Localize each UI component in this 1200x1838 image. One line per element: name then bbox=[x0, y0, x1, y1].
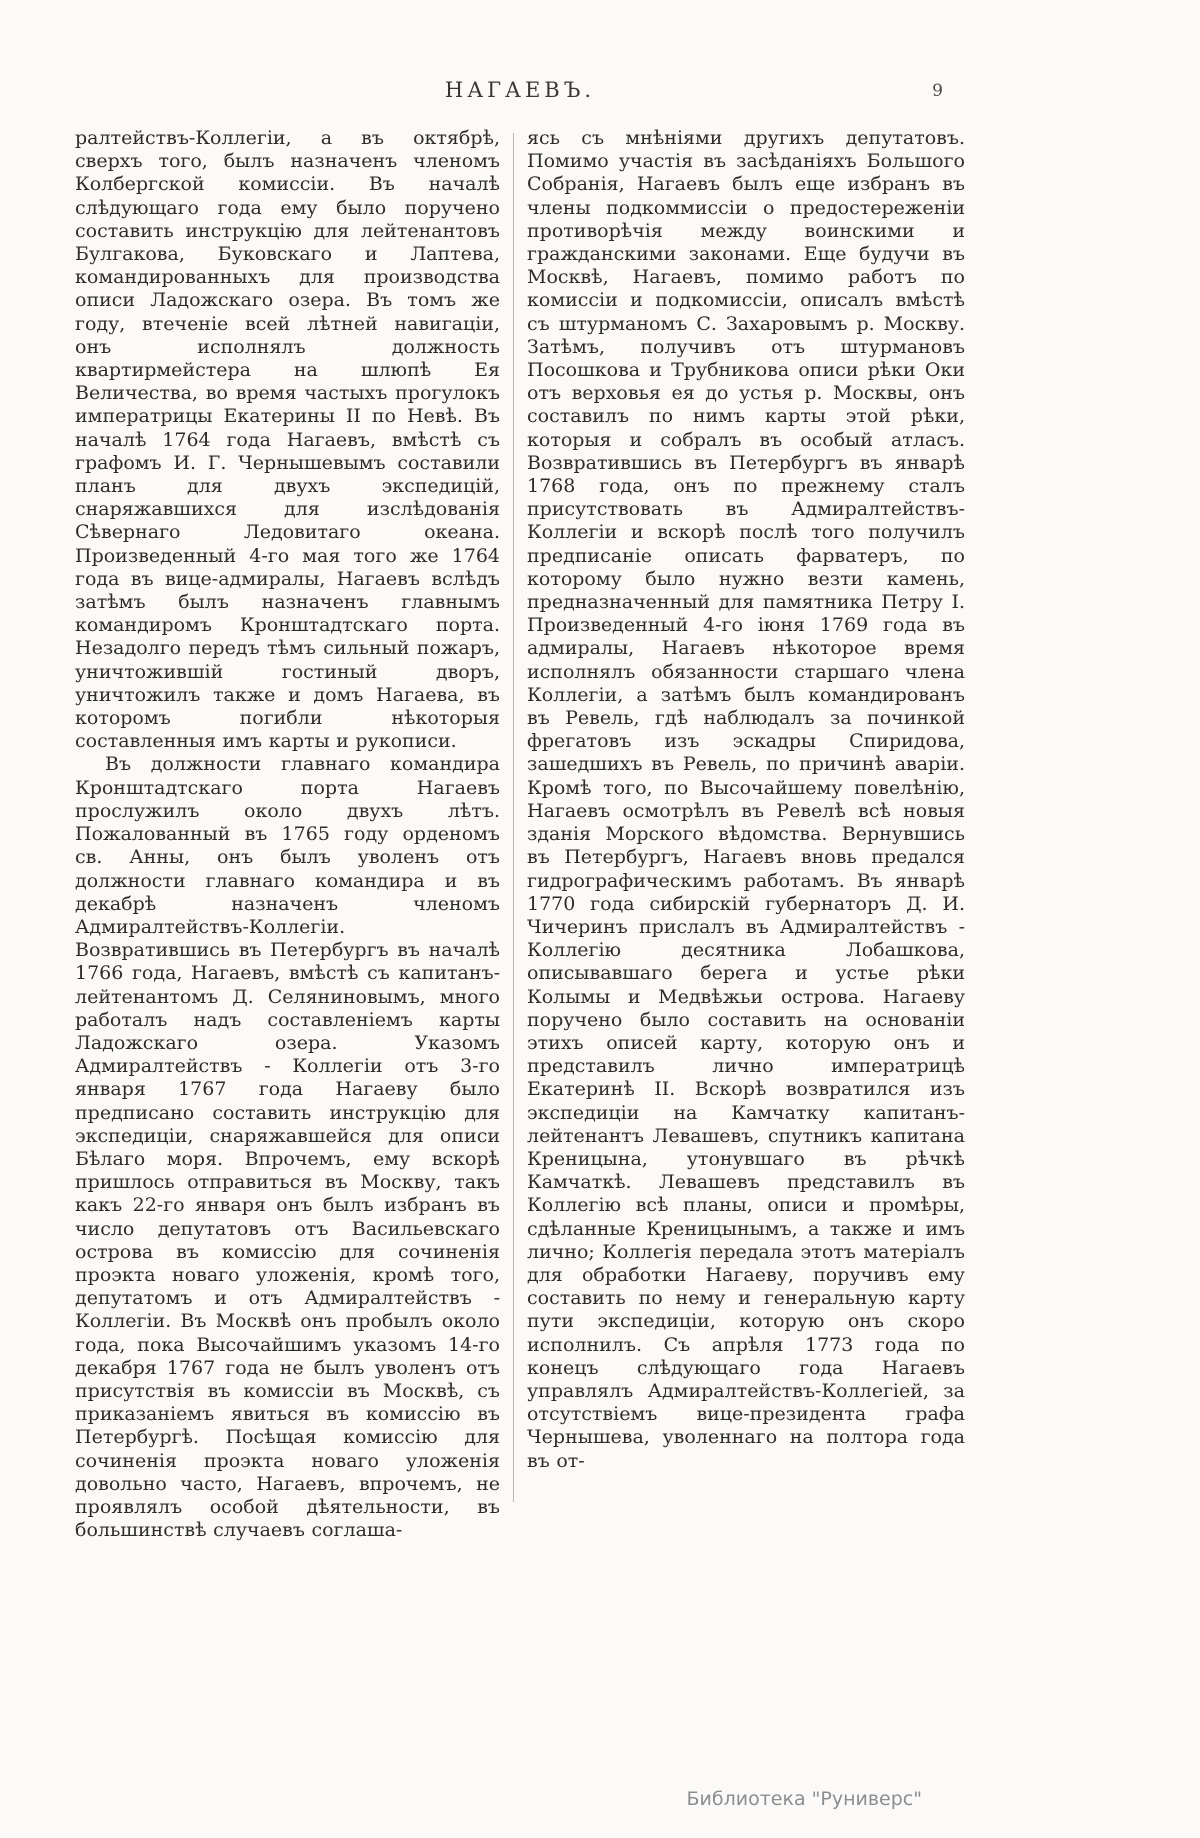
library-watermark: Библиотека "Руниверс" bbox=[686, 1788, 922, 1810]
paragraph-continuation: ралтействъ-Коллегіи, а въ октябрѣ, сверхъ того, былъ назначенъ членомъ Колбергской комиссіи. Въ началѣ слѣдующаго года ему было поручено составить инструкцію для лейтенантовъ Булгакова, Буковскаго и Лаптева, командированныхъ для производства описи Ладожскаго озера. Въ томъ же году, втеченіе всей лѣтней навигаціи, онъ исполнялъ должность квартирмейстера на шлюпѣ Ея Величества, во время частыхъ прогулокъ императрицы Екатерины II по Невѣ. Въ началѣ 1764 года Нагаевъ, вмѣстѣ съ графомъ И. Г. Чернышевымъ составили планъ для двухъ экспедицій, снаряжавшихся для изслѣдованія Сѣвернаго Ледовитаго океана. Произведенный 4-го мая того же 1764 года въ вице-адмиралы, Нагаевъ вслѣдъ затѣмъ былъ назначенъ главнымъ командиромъ Кронштадтскаго порта. Незадолго передъ тѣмъ сильный пожаръ, уничтожившій гостиный дворъ, уничтожилъ также и домъ Нагаева, въ которомъ погибли нѣкоторыя составленныя имъ карты и рукописи. bbox=[75, 127, 500, 753]
page-header bbox=[75, 78, 965, 108]
page-footer bbox=[687, 1788, 922, 1810]
right-column bbox=[514, 127, 965, 1542]
page-number: 9 bbox=[932, 81, 943, 101]
left-column bbox=[75, 127, 513, 1542]
paragraph: Въ должности главнаго командира Кронштадтскаго порта Нагаевъ прослужилъ около двухъ лѣтъ. Пожалованный въ 1765 году орденомъ св. Анны, онъ былъ уволенъ отъ должности главнаго командира и въ декабрѣ назначенъ членомъ Адмиралтействъ-Коллегіи. Возвратившись въ Петербургъ въ началѣ 1766 года, Нагаевъ, вмѣстѣ съ капитанъ-лейтенантомъ Д. Селяниновымъ, много работалъ надъ составленіемъ карты Ладожскаго озера. Указомъ Адмиралтействъ - Коллегіи отъ 3-го января 1767 года Нагаеву было предписано составить инструкцію для экспедиціи, снаряжавшейся для описи Бѣлаго моря. Впрочемъ, ему вскорѣ пришлось отправиться въ Москву, такъ какъ 22-го января онъ былъ избранъ въ число депутатовъ отъ Васильевскаго острова въ комиссію для сочиненія проэкта новаго уложенія, кромѣ того, депутатомъ и отъ Адмиралтействъ - Коллегіи. Въ Москвѣ онъ пробылъ около года, пока Высочайшимъ указомъ 14-го декабря 1767 года не былъ уволенъ отъ присутствія въ комиссіи въ Москвѣ, съ приказаніемъ явиться въ комиссію въ Петербургѣ. Посѣщая комиссію для сочиненія проэкта новаго уложенія довольно часто, Нагаевъ, впрочемъ, не проявлялъ особой дѣятельности, въ большинствѣ случаевъ соглаша- bbox=[75, 753, 500, 1542]
running-title: НАГАЕВЪ. bbox=[444, 78, 596, 102]
paragraph-continuation: ясь съ мнѣніями другихъ депутатовъ. Помимо участія въ засѣданіяхъ Большого Собранія, Нагаевъ былъ еще избранъ въ члены подкоммиссіи о предостереженіи противорѣчія между воинскими и гражданскими законами. Еще будучи въ Москвѣ, Нагаевъ, помимо работъ по комиссіи и подкомиссіи, описалъ вмѣстѣ съ штурманомъ С. Захаровымъ р. Москву. Затѣмъ, получивъ отъ штурмановъ Посошкова и Трубникова описи рѣки Оки отъ верховья ея до устья р. Москвы, онъ составилъ по нимъ карты этой рѣки, которыя и собралъ въ особый атласъ. Возвратившись въ Петербургъ въ январѣ 1768 года, онъ по прежнему сталъ присутствовать въ Адмиралтействъ-Коллегіи и вскорѣ послѣ того получилъ предписаніе описать фарватеръ, по которому было нужно везти камень, предназначенный для памятника Петру I. Произведенный 4-го іюня 1769 года въ адмиралы, Нагаевъ нѣкоторое время исполнялъ обязанности старшаго члена Коллегіи, а затѣмъ былъ командированъ въ Ревель, гдѣ наблюдалъ за починкой фрегатовъ изъ эскадры Спиридова, зашедшихъ въ Ревель, по причинѣ аваріи. Кромѣ того, по Высочайшему повелѣнію, Нагаевъ осмотрѣлъ въ Ревелѣ всѣ новыя зданія Морского вѣдомства. Вернувшись въ Петербургъ, Нагаевъ вновь предался гидрографическимъ работамъ. Въ январѣ 1770 года сибирскій губернаторъ Д. И. Чичеринъ прислалъ въ Адмиралтействъ - Коллегію десятника Лобашкова, описывавшаго берега и устье рѣки Колымы и Медвѣжьи острова. Нагаеву поручено было составить на основаніи этихъ описей карту, которую онъ и представилъ лично императрицѣ Екатеринѣ II. Вскорѣ возвратился изъ экспедиціи на Камчатку капитанъ-лейтенантъ Левашевъ, спутникъ капитана Креницына, утонувшаго въ рѣчкѣ Камчаткѣ. Левашевъ представилъ въ Коллегію всѣ планы, описи и промѣры, сдѣланные Креницынымъ, а также и имъ лично; Коллегія передала этотъ матеріалъ для обработки Нагаеву, поручивъ ему составить по нему и генеральную карту пути экспедиціи, которую онъ скоро исполнилъ. Съ апрѣля 1773 года по конецъ слѣдующаго года Нагаевъ управлялъ Адмиралтействъ-Коллегіей, за отсутствіемъ вице-президента графа Чернышева, уволеннаго на полтора года въ от- bbox=[527, 127, 965, 1472]
text-columns bbox=[75, 127, 965, 1542]
